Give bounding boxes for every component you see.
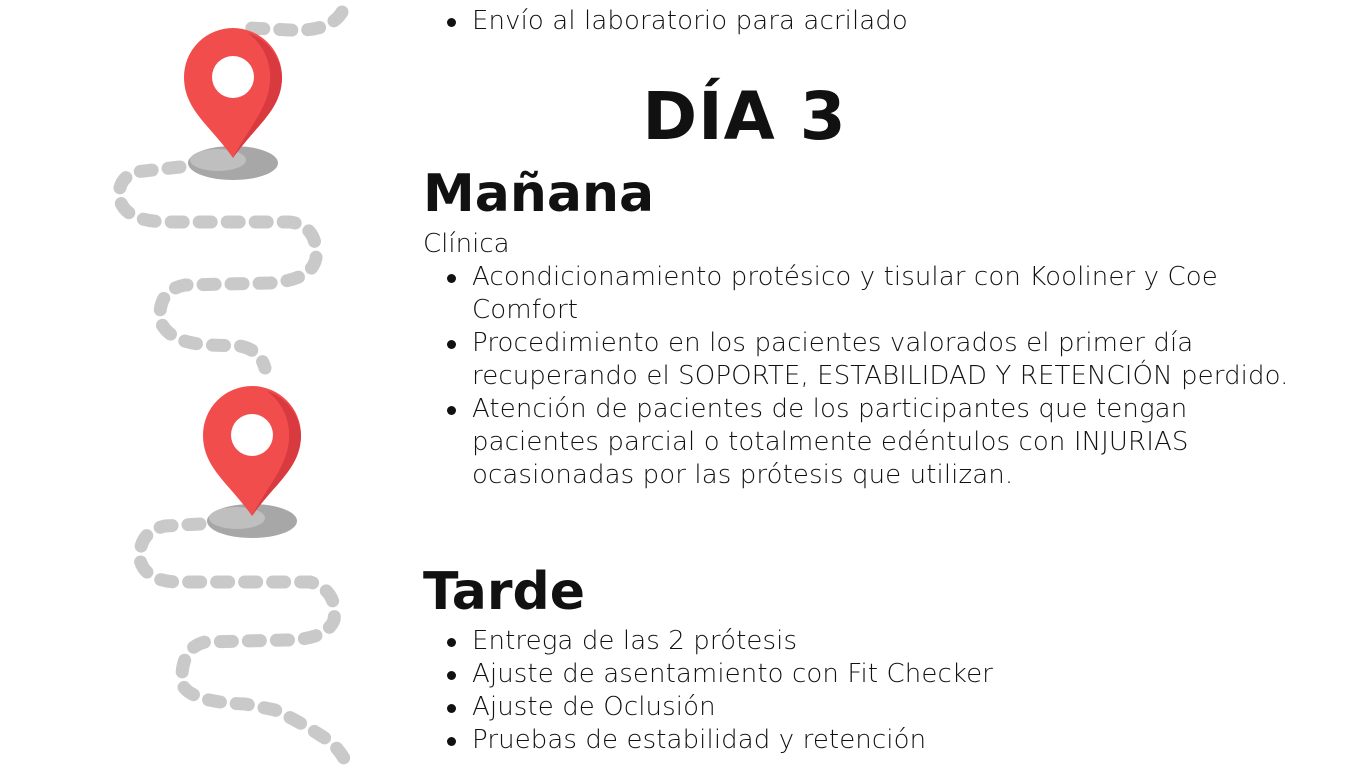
location-pin-icon bbox=[203, 386, 301, 538]
afternoon-title: Tarde bbox=[423, 562, 585, 622]
list-item: Entrega de las 2 prótesis bbox=[423, 625, 1303, 658]
afternoon-list bbox=[423, 625, 1303, 757]
morning-subtitle: Clínica bbox=[423, 229, 510, 259]
morning-list bbox=[423, 261, 1303, 492]
list-item: Acondicionamiento protésico y tisular con Kooliner y Coe Comfort bbox=[423, 261, 1303, 327]
morning-title: Mañana bbox=[423, 164, 655, 224]
list-item: Ajuste de Oclusión bbox=[423, 691, 1303, 724]
list-item: Atención de pacientes de los participantes que tengan pacientes parcial o totalmente edéntulos con INJURIAS ocasionadas por las prótesis que utilizan. bbox=[423, 393, 1303, 492]
route-illustration bbox=[0, 0, 380, 768]
previous-list bbox=[423, 5, 908, 38]
list-item: Procedimiento en los pacientes valorados el primer día recuperando el SOPORTE, ESTABILIDAD Y RETENCIÓN perdido. bbox=[423, 327, 1303, 393]
list-item: Envío al laboratorio para acrilado bbox=[423, 5, 908, 38]
day-title: DÍA 3 bbox=[642, 78, 847, 155]
location-pin-icon bbox=[184, 28, 282, 180]
list-item: Pruebas de estabilidad y retención bbox=[423, 724, 1303, 757]
list-item: Ajuste de asentamiento con Fit Checker bbox=[423, 658, 1303, 691]
